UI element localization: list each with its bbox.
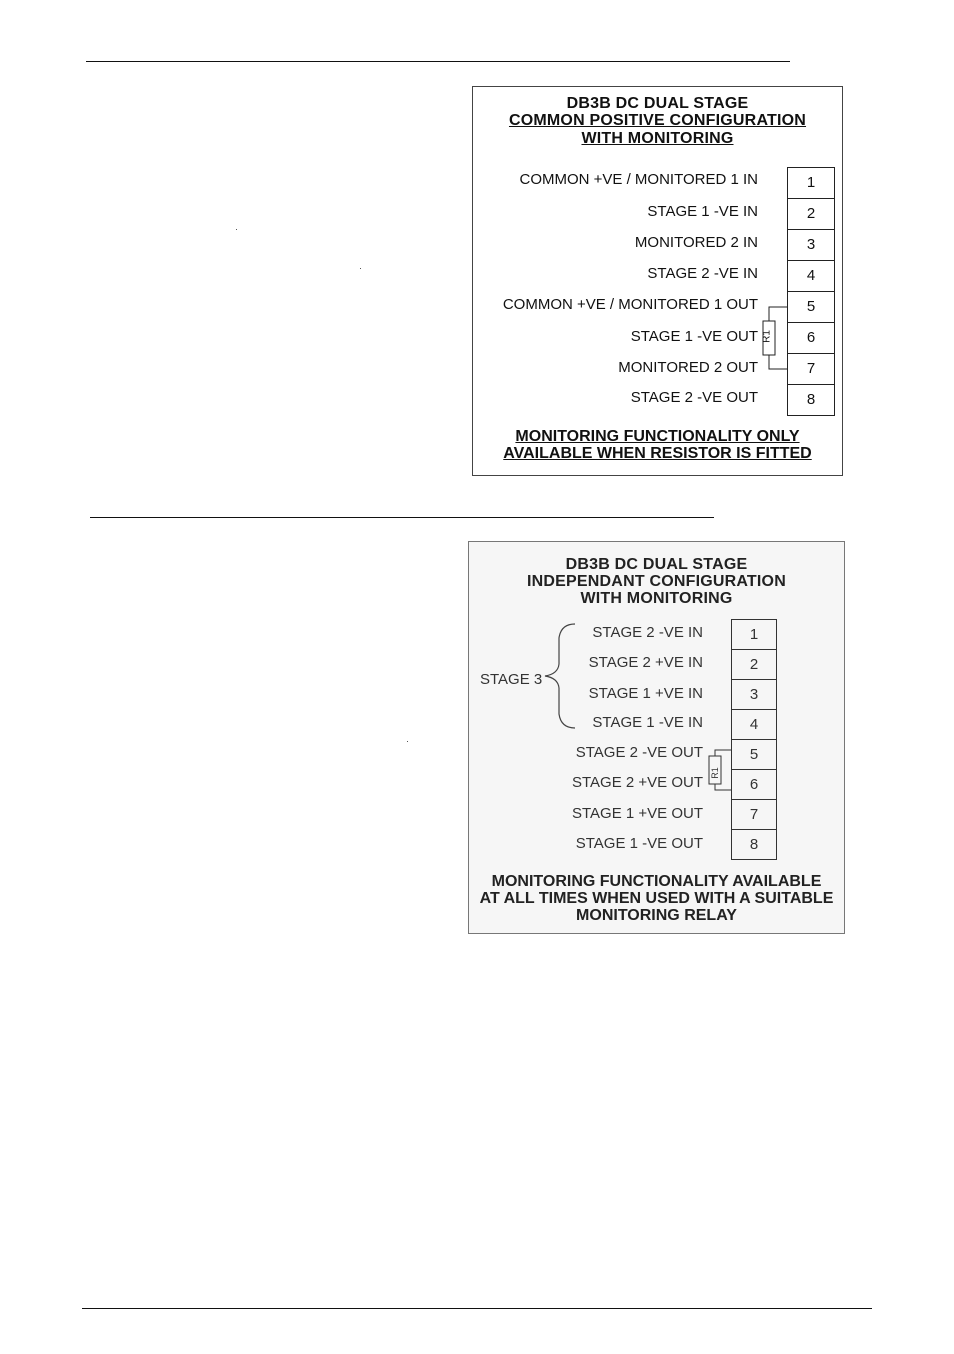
terminal-cell: 8	[731, 829, 777, 860]
terminal-label: STAGE 1 -VE IN	[647, 203, 758, 220]
terminal-cell: 6	[731, 769, 777, 800]
speck	[407, 741, 408, 742]
diagram-title-line-1: DB3B DC DUAL STAGE	[566, 95, 749, 112]
speck	[360, 268, 361, 269]
terminal-cell: 5	[787, 291, 835, 323]
terminal-label: STAGE 2 -VE IN	[647, 265, 758, 282]
diagram-title-line-3: WITH MONITORING	[581, 130, 734, 147]
note-line-2: AVAILABLE WHEN RESISTOR IS FITTED	[503, 445, 812, 462]
terminal-cell: 7	[787, 353, 835, 385]
terminal-label: STAGE 1 -VE OUT	[575, 835, 703, 852]
top-rule	[86, 61, 790, 62]
terminal-cell: 1	[731, 619, 777, 650]
terminal-label: STAGE 1 -VE OUT	[630, 328, 758, 345]
terminal-label: STAGE 2 -VE IN	[592, 624, 703, 641]
wiring-diagram-independent	[468, 541, 845, 934]
terminal-cell: 4	[787, 260, 835, 292]
resistor-label: R1	[710, 767, 720, 779]
terminal-label: STAGE 2 -VE OUT	[630, 389, 758, 406]
terminal-label: STAGE 1 +VE IN	[588, 685, 703, 702]
terminal-cell: 3	[787, 229, 835, 261]
footer-rule	[82, 1308, 872, 1309]
note-line-1: MONITORING FUNCTIONALITY ONLY	[515, 428, 800, 445]
terminal-cell: 1	[787, 167, 835, 199]
stage-3-brace	[539, 622, 579, 732]
resistor-label: R1	[761, 330, 773, 343]
terminal-cell: 2	[731, 649, 777, 680]
middle-rule	[90, 517, 714, 518]
terminal-label: STAGE 2 +VE IN	[588, 654, 703, 671]
note-line-3: MONITORING RELAY	[576, 907, 737, 924]
terminal-cell: 4	[731, 709, 777, 740]
terminal-label: MONITORED 2 IN	[634, 234, 758, 251]
terminal-cell: 5	[731, 739, 777, 770]
terminal-label: STAGE 2 -VE OUT	[575, 744, 703, 761]
terminal-cell: 3	[731, 679, 777, 710]
speck	[236, 229, 237, 230]
terminal-label: STAGE 1 -VE IN	[592, 714, 703, 731]
note-line-2: AT ALL TIMES WHEN USED WITH A SUITABLE	[479, 890, 834, 907]
terminal-label: STAGE 1 +VE OUT	[571, 805, 703, 822]
terminal-label: COMMON +VE / MONITORED 1 OUT	[502, 296, 758, 313]
group-label-stage-3: STAGE 3	[480, 671, 543, 688]
terminal-cell: 8	[787, 384, 835, 416]
note-line-1: MONITORING FUNCTIONALITY AVAILABLE	[491, 873, 822, 890]
diagram-title-line-3: WITH MONITORING	[580, 590, 733, 607]
terminal-label: STAGE 2 +VE OUT	[571, 774, 703, 791]
terminal-label: MONITORED 2 OUT	[618, 359, 758, 376]
diagram-title-line-2: COMMON POSITIVE CONFIGURATION	[508, 112, 807, 129]
wiring-diagram-common-positive	[472, 86, 843, 476]
terminal-cell: 7	[731, 799, 777, 830]
terminal-label: COMMON +VE / MONITORED 1 IN	[519, 171, 758, 188]
diagram-title-line-2: INDEPENDANT CONFIGURATION	[527, 573, 786, 590]
terminal-cell: 2	[787, 198, 835, 230]
terminal-cell: 6	[787, 322, 835, 354]
diagram-title-line-1: DB3B DC DUAL STAGE	[565, 556, 748, 573]
